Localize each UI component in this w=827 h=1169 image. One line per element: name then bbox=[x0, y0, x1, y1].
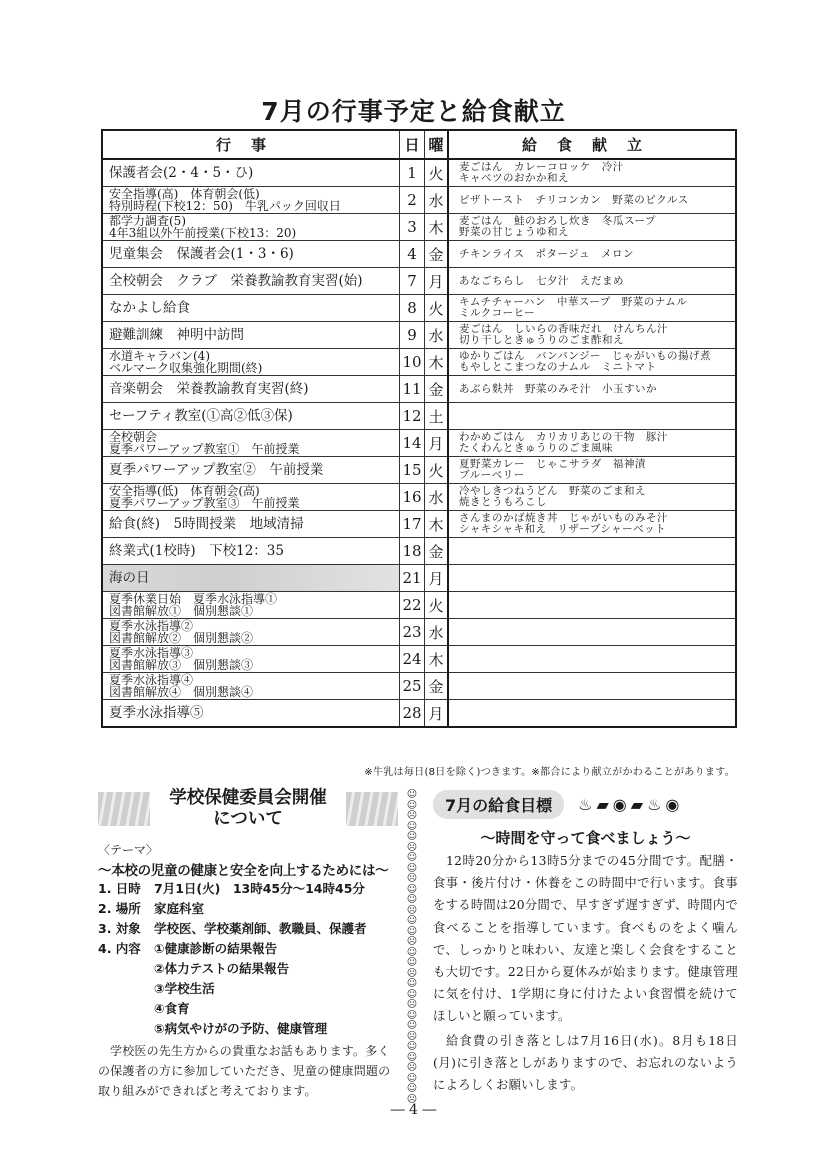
health-committee-section bbox=[98, 788, 398, 1101]
content-item: ④食育 bbox=[154, 1001, 190, 1016]
event-text: 安全指導(低) 体育朝会(高) bbox=[109, 484, 260, 498]
schedule-table bbox=[101, 129, 737, 728]
theme-label: 〈テーマ〉 bbox=[98, 843, 159, 857]
sad-face-icon: ☹ bbox=[406, 999, 418, 1010]
table-row bbox=[102, 376, 736, 403]
event-text: 給食(終) 5時間授業 地域清掃 bbox=[109, 516, 304, 532]
date-cell: 10 bbox=[400, 349, 425, 376]
smiley-face-icon: ☺ bbox=[406, 852, 418, 863]
event-cell bbox=[102, 700, 400, 728]
lunch-goal-paragraph-2: 給食費の引き落としは7月16日(水)。8月も18日(月)に引き落としがありますので、お忘れのないようによろしくお願いします。 bbox=[433, 1033, 738, 1093]
date-cell: 15 bbox=[400, 457, 425, 484]
sad-face-icon: ☹ bbox=[406, 873, 418, 884]
menu-cell bbox=[448, 322, 736, 349]
menu-cell bbox=[448, 457, 736, 484]
table-row bbox=[102, 214, 736, 241]
event-text: 特別時程(下校12：50) 牛乳パック回収日 bbox=[109, 199, 341, 213]
header-day: 曜 bbox=[425, 130, 449, 159]
page-title: 7月の行事予定と給食献立 bbox=[261, 97, 566, 126]
date-cell: 11 bbox=[400, 376, 425, 403]
neutral-face-icon: ☺ bbox=[406, 925, 418, 937]
event-text: 4年3組以外午前授業(下校13：20) bbox=[109, 226, 297, 240]
event-cell bbox=[102, 268, 400, 295]
neutral-face-icon: ☺ bbox=[406, 957, 418, 968]
table-row bbox=[102, 241, 736, 268]
sad-face-icon: ☹ bbox=[406, 1062, 418, 1073]
table-header-row bbox=[102, 130, 736, 159]
menu-cell bbox=[448, 592, 736, 619]
menu-cell bbox=[448, 538, 736, 565]
content-item: ②体力テストの結果報告 bbox=[154, 961, 290, 976]
date-cell: 1 bbox=[400, 159, 425, 187]
info-item-value: ①健康診断の結果報告 bbox=[154, 941, 278, 956]
event-text: 全校朝会 bbox=[109, 430, 158, 444]
bread-icon: ▰ bbox=[596, 795, 609, 814]
event-cell bbox=[102, 241, 400, 268]
event-cell bbox=[102, 592, 400, 619]
lunch-goal-subtitle: ～時間を守って食べましょう～ bbox=[480, 829, 691, 847]
weekday-cell: 金 bbox=[425, 673, 449, 700]
event-cell bbox=[102, 214, 400, 241]
smiley-face-icon: ☺ bbox=[406, 978, 418, 989]
health-committee-items bbox=[98, 879, 398, 959]
weekday-cell: 月 bbox=[425, 430, 449, 457]
event-text: 夏季水泳指導② bbox=[109, 619, 194, 633]
table-row bbox=[102, 592, 736, 619]
smiley-face-icon: ☺ bbox=[406, 789, 418, 800]
event-text: 図書館解放① 個別懇談① bbox=[109, 604, 254, 618]
table-row bbox=[102, 484, 736, 511]
date-cell: 3 bbox=[400, 214, 425, 241]
lunch-goal-paragraph-1: 12時20分から13時5分までの45分間です。配膳・食事・後片付け・休養をこの時間中で行います。食事をする時間は20分間で、早すぎず遅すぎず、時間内で食べることを指導しています。食べものをよく噛んで、しっかりと味わい、友達と楽しく会食をすることも大切です。22日から夏休みが始まります。健康管理に気を付け、1学期に身に付けたよい食習慣を続けてほしいと願っています。 bbox=[433, 854, 738, 1024]
menu-cell bbox=[448, 159, 736, 187]
menu-cell bbox=[448, 241, 736, 268]
event-cell bbox=[102, 322, 400, 349]
weekday-cell: 木 bbox=[425, 511, 449, 538]
weekday-cell: 水 bbox=[425, 619, 449, 646]
table-row bbox=[102, 457, 736, 484]
table-row bbox=[102, 295, 736, 322]
menu-text: あぶら麩丼 野菜のみそ汁 小玉すいか bbox=[459, 382, 657, 395]
neutral-face-icon: ☺ bbox=[406, 1083, 418, 1094]
smiley-face-icon: ☺ bbox=[406, 915, 418, 926]
health-committee-paragraph: 学校医の先生方からの貴重なお話もあります。多くの保護者の方に参加していただき、児童の健康問題の取り組みができればと考えております。 bbox=[98, 1044, 391, 1098]
table-row bbox=[102, 403, 736, 430]
neutral-face-icon: ☺ bbox=[406, 831, 418, 842]
event-text: 夏季パワーアップ教室① 午前授業 bbox=[109, 442, 300, 456]
info-item bbox=[98, 939, 398, 959]
sad-face-icon: ☹ bbox=[406, 1030, 418, 1042]
neutral-face-icon: ☺ bbox=[406, 1020, 418, 1031]
info-item bbox=[98, 879, 398, 899]
menu-text: たくわんときゅうりのごま風味 bbox=[459, 442, 613, 454]
event-text: ベルマーク収集強化期間(終) bbox=[109, 361, 263, 375]
health-committee-content-list bbox=[98, 959, 398, 1039]
weekday-cell: 火 bbox=[425, 457, 449, 484]
date-cell: 24 bbox=[400, 646, 425, 673]
date-cell: 7 bbox=[400, 268, 425, 295]
info-item-label: 2. 場所 bbox=[98, 901, 141, 916]
schedule-body bbox=[102, 159, 736, 727]
bowl-icon: ♨ bbox=[647, 795, 662, 814]
menu-cell bbox=[448, 295, 736, 322]
menu-cell bbox=[448, 430, 736, 457]
date-cell: 21 bbox=[400, 565, 425, 592]
menu-text: さんまのかば焼き丼 じゃがいものみそ汁 bbox=[459, 512, 668, 524]
header-event: 行事 bbox=[102, 130, 400, 159]
event-text: セーフティ教室(①高②低③保) bbox=[109, 408, 293, 424]
sad-face-icon: ☹ bbox=[406, 967, 418, 979]
date-cell: 12 bbox=[400, 403, 425, 430]
table-row bbox=[102, 430, 736, 457]
smiley-face-icon: ☺ bbox=[406, 946, 418, 958]
table-row bbox=[102, 565, 736, 592]
event-text: なかよし給食 bbox=[109, 300, 190, 316]
bread-icon: ▰ bbox=[630, 795, 644, 814]
event-cell bbox=[102, 376, 400, 403]
event-text: 夏季パワーアップ教室② 午前授業 bbox=[109, 462, 324, 478]
table-row bbox=[102, 159, 736, 187]
smiley-face-icon: ☺ bbox=[406, 1072, 418, 1084]
menu-text: ミルクコーヒー bbox=[459, 307, 536, 319]
page-number: ― 4 ― bbox=[390, 1102, 437, 1118]
weekday-cell: 金 bbox=[425, 538, 449, 565]
table-note: ※牛乳は毎日(8日を除く)つきます。※都合により献立がかわることがあります。 bbox=[364, 767, 735, 778]
menu-text: 野菜の甘じょうゆ和え bbox=[459, 226, 569, 238]
date-cell: 16 bbox=[400, 484, 425, 511]
date-cell: 28 bbox=[400, 700, 425, 728]
sad-face-icon: ☹ bbox=[406, 841, 418, 853]
menu-text: 麦ごはん カレーコロッケ 冷汁 bbox=[459, 161, 624, 173]
date-cell: 8 bbox=[400, 295, 425, 322]
menu-cell bbox=[448, 376, 736, 403]
event-cell bbox=[102, 187, 400, 214]
event-text: 夏季水泳指導⑤ bbox=[109, 705, 204, 721]
menu-text: キムチチャーハン 中華スープ 野菜のナムル bbox=[459, 296, 688, 308]
weekday-cell: 金 bbox=[425, 241, 449, 268]
menu-text: ブルーベリー bbox=[459, 469, 525, 481]
smiley-face-icon: ☺ bbox=[406, 1009, 418, 1021]
info-item-label: 1. 日時 bbox=[98, 881, 141, 896]
neutral-face-icon: ☺ bbox=[406, 799, 418, 811]
date-cell: 17 bbox=[400, 511, 425, 538]
egg-icon: ◉ bbox=[612, 795, 627, 814]
face-icon-divider bbox=[406, 789, 418, 1105]
neutral-face-icon: ☺ bbox=[406, 862, 418, 874]
event-cell bbox=[102, 538, 400, 565]
menu-text: 冷やしきつねうどん 野菜のごま和え bbox=[459, 485, 646, 497]
weekday-cell: 金 bbox=[425, 376, 449, 403]
menu-text: わかめごはん カリカリあじの干物 豚汁 bbox=[459, 431, 668, 443]
date-cell: 2 bbox=[400, 187, 425, 214]
event-text: 終業式(1校時) 下校12：35 bbox=[109, 543, 284, 559]
health-committee-title: 学校保健委員会開催 bbox=[169, 788, 327, 808]
event-text: 海の日 bbox=[109, 570, 150, 586]
info-item bbox=[98, 919, 398, 939]
event-text: 避難訓練 神明中訪問 bbox=[109, 327, 244, 343]
event-text: 夏季休業日始 夏季水泳指導① bbox=[109, 592, 278, 606]
weekday-cell: 木 bbox=[425, 646, 449, 673]
table-row bbox=[102, 187, 736, 214]
date-cell: 14 bbox=[400, 430, 425, 457]
smiley-face-icon: ☺ bbox=[406, 1041, 418, 1052]
menu-cell bbox=[448, 646, 736, 673]
weekday-cell: 月 bbox=[425, 700, 449, 728]
event-text: 都学力調査(5) bbox=[109, 214, 186, 228]
event-cell bbox=[102, 430, 400, 457]
event-text: 図書館解放④ 個別懇談④ bbox=[109, 685, 254, 699]
menu-cell bbox=[448, 619, 736, 646]
event-text: 児童集会 保護者会(1・3・6) bbox=[109, 246, 294, 262]
theme-text: ～本校の児童の健康と安全を向上するためには～ bbox=[98, 863, 389, 879]
event-cell bbox=[102, 565, 400, 592]
menu-text: ピザトースト チリコンカン 野菜のピクルス bbox=[459, 193, 689, 206]
weekday-cell: 水 bbox=[425, 187, 449, 214]
info-item-value: 学校医、学校薬剤師、教職員、保護者 bbox=[154, 921, 367, 936]
weekday-cell: 火 bbox=[425, 159, 449, 187]
event-text: 音楽朝会 栄養教諭教育実習(終) bbox=[109, 381, 309, 397]
lunch-goal-section bbox=[433, 790, 738, 1096]
event-cell bbox=[102, 295, 400, 322]
info-item-value: 家庭科室 bbox=[154, 901, 205, 916]
menu-text: 切り干しときゅうりのごま酢和え bbox=[459, 334, 624, 346]
menu-text: 麦ごはん 鮭のおろし炊き 冬瓜スープ bbox=[459, 215, 656, 227]
menu-cell bbox=[448, 511, 736, 538]
header-menu: 給食献立 bbox=[448, 130, 736, 159]
date-cell: 23 bbox=[400, 619, 425, 646]
table-row bbox=[102, 349, 736, 376]
menu-cell bbox=[448, 349, 736, 376]
weekday-cell: 月 bbox=[425, 268, 449, 295]
bowl-icon: ♨ bbox=[578, 795, 593, 814]
sad-face-icon: ☹ bbox=[406, 810, 418, 821]
menu-cell bbox=[448, 214, 736, 241]
table-row bbox=[102, 673, 736, 700]
weekday-cell: 土 bbox=[425, 403, 449, 430]
sad-face-icon: ☹ bbox=[406, 904, 418, 916]
neutral-face-icon: ☺ bbox=[406, 988, 418, 1000]
menu-cell bbox=[448, 700, 736, 728]
event-cell bbox=[102, 403, 400, 430]
weekday-cell: 木 bbox=[425, 349, 449, 376]
menu-cell bbox=[448, 187, 736, 214]
event-text: 夏季水泳指導④ bbox=[109, 673, 194, 687]
event-text: 水道キャラバン(4) bbox=[109, 349, 210, 363]
weekday-cell: 月 bbox=[425, 565, 449, 592]
menu-text: 夏野菜カレー じゃこサラダ 福神漬 bbox=[459, 458, 646, 470]
date-cell: 18 bbox=[400, 538, 425, 565]
date-cell: 25 bbox=[400, 673, 425, 700]
date-cell: 4 bbox=[400, 241, 425, 268]
weekday-cell: 火 bbox=[425, 295, 449, 322]
event-cell bbox=[102, 159, 400, 187]
event-cell bbox=[102, 619, 400, 646]
event-text: 図書館解放③ 個別懇談③ bbox=[109, 658, 254, 672]
header-date: 日 bbox=[400, 130, 425, 159]
date-cell: 22 bbox=[400, 592, 425, 619]
info-item-value: 7月1日(火) 13時45分～14時45分 bbox=[154, 881, 365, 896]
sad-face-icon: ☹ bbox=[406, 936, 418, 947]
menu-text: もやしとこまつなのナムル ミニトマト bbox=[459, 361, 657, 373]
egg-icon: ◉ bbox=[665, 795, 680, 814]
health-committee-title-2: について bbox=[213, 809, 283, 829]
menu-cell bbox=[448, 403, 736, 430]
menu-cell bbox=[448, 268, 736, 295]
weekday-cell: 水 bbox=[425, 484, 449, 511]
event-cell bbox=[102, 457, 400, 484]
event-cell bbox=[102, 673, 400, 700]
content-item: ⑤病気やけがの予防、健康管理 bbox=[154, 1021, 328, 1036]
event-text: 夏季水泳指導③ bbox=[109, 646, 194, 660]
health-committee-banner bbox=[98, 788, 398, 838]
smiley-face-icon: ☺ bbox=[406, 820, 418, 832]
sad-face-icon: ☹ bbox=[406, 1093, 418, 1105]
menu-text: ゆかりごはん バンバンジー じゃがいもの揚げ煮 bbox=[459, 350, 712, 362]
table-row bbox=[102, 700, 736, 728]
table-row bbox=[102, 619, 736, 646]
event-cell bbox=[102, 646, 400, 673]
menu-text: チキンライス ポタージュ メロン bbox=[459, 247, 635, 260]
weekday-cell: 水 bbox=[425, 322, 449, 349]
smiley-face-icon: ☺ bbox=[406, 883, 418, 895]
weekday-cell: 木 bbox=[425, 214, 449, 241]
info-item bbox=[98, 899, 398, 919]
lunch-goal-heading: 7月の給食目標 bbox=[433, 790, 564, 819]
menu-text: 焼きとうもろこし bbox=[459, 496, 547, 508]
event-text: 図書館解放② 個別懇談② bbox=[109, 631, 254, 645]
menu-cell bbox=[448, 565, 736, 592]
table-row bbox=[102, 322, 736, 349]
info-item-label: 4. 内容 bbox=[98, 941, 141, 956]
table-row bbox=[102, 268, 736, 295]
table-row bbox=[102, 538, 736, 565]
menu-cell bbox=[448, 484, 736, 511]
event-text: 夏季パワーアップ教室③ 午前授業 bbox=[109, 496, 300, 510]
table-row bbox=[102, 646, 736, 673]
date-cell: 9 bbox=[400, 322, 425, 349]
event-text: 安全指導(高) 体育朝会(低) bbox=[109, 187, 260, 201]
event-text: 保護者会(2・4・5・ひ) bbox=[109, 165, 254, 181]
info-item-label: 3. 対象 bbox=[98, 921, 141, 936]
neutral-face-icon: ☺ bbox=[406, 894, 418, 905]
menu-cell bbox=[448, 673, 736, 700]
menu-text: 麦ごはん しいらの香味だれ けんちん汁 bbox=[459, 323, 668, 335]
event-cell bbox=[102, 349, 400, 376]
event-text: 全校朝会 クラブ 栄養教諭教育実習(始) bbox=[109, 273, 363, 289]
event-cell bbox=[102, 484, 400, 511]
menu-text: キャベツのおかか和え bbox=[459, 172, 569, 184]
menu-text: シャキシャキ和え リザーブシャーベット bbox=[459, 523, 667, 535]
event-cell bbox=[102, 511, 400, 538]
menu-text: あなごちらし 七夕汁 えだまめ bbox=[459, 274, 624, 287]
table-row bbox=[102, 511, 736, 538]
weekday-cell: 火 bbox=[425, 592, 449, 619]
neutral-face-icon: ☺ bbox=[406, 1051, 418, 1063]
food-icons bbox=[578, 795, 679, 814]
content-item: ③学校生活 bbox=[154, 981, 215, 996]
